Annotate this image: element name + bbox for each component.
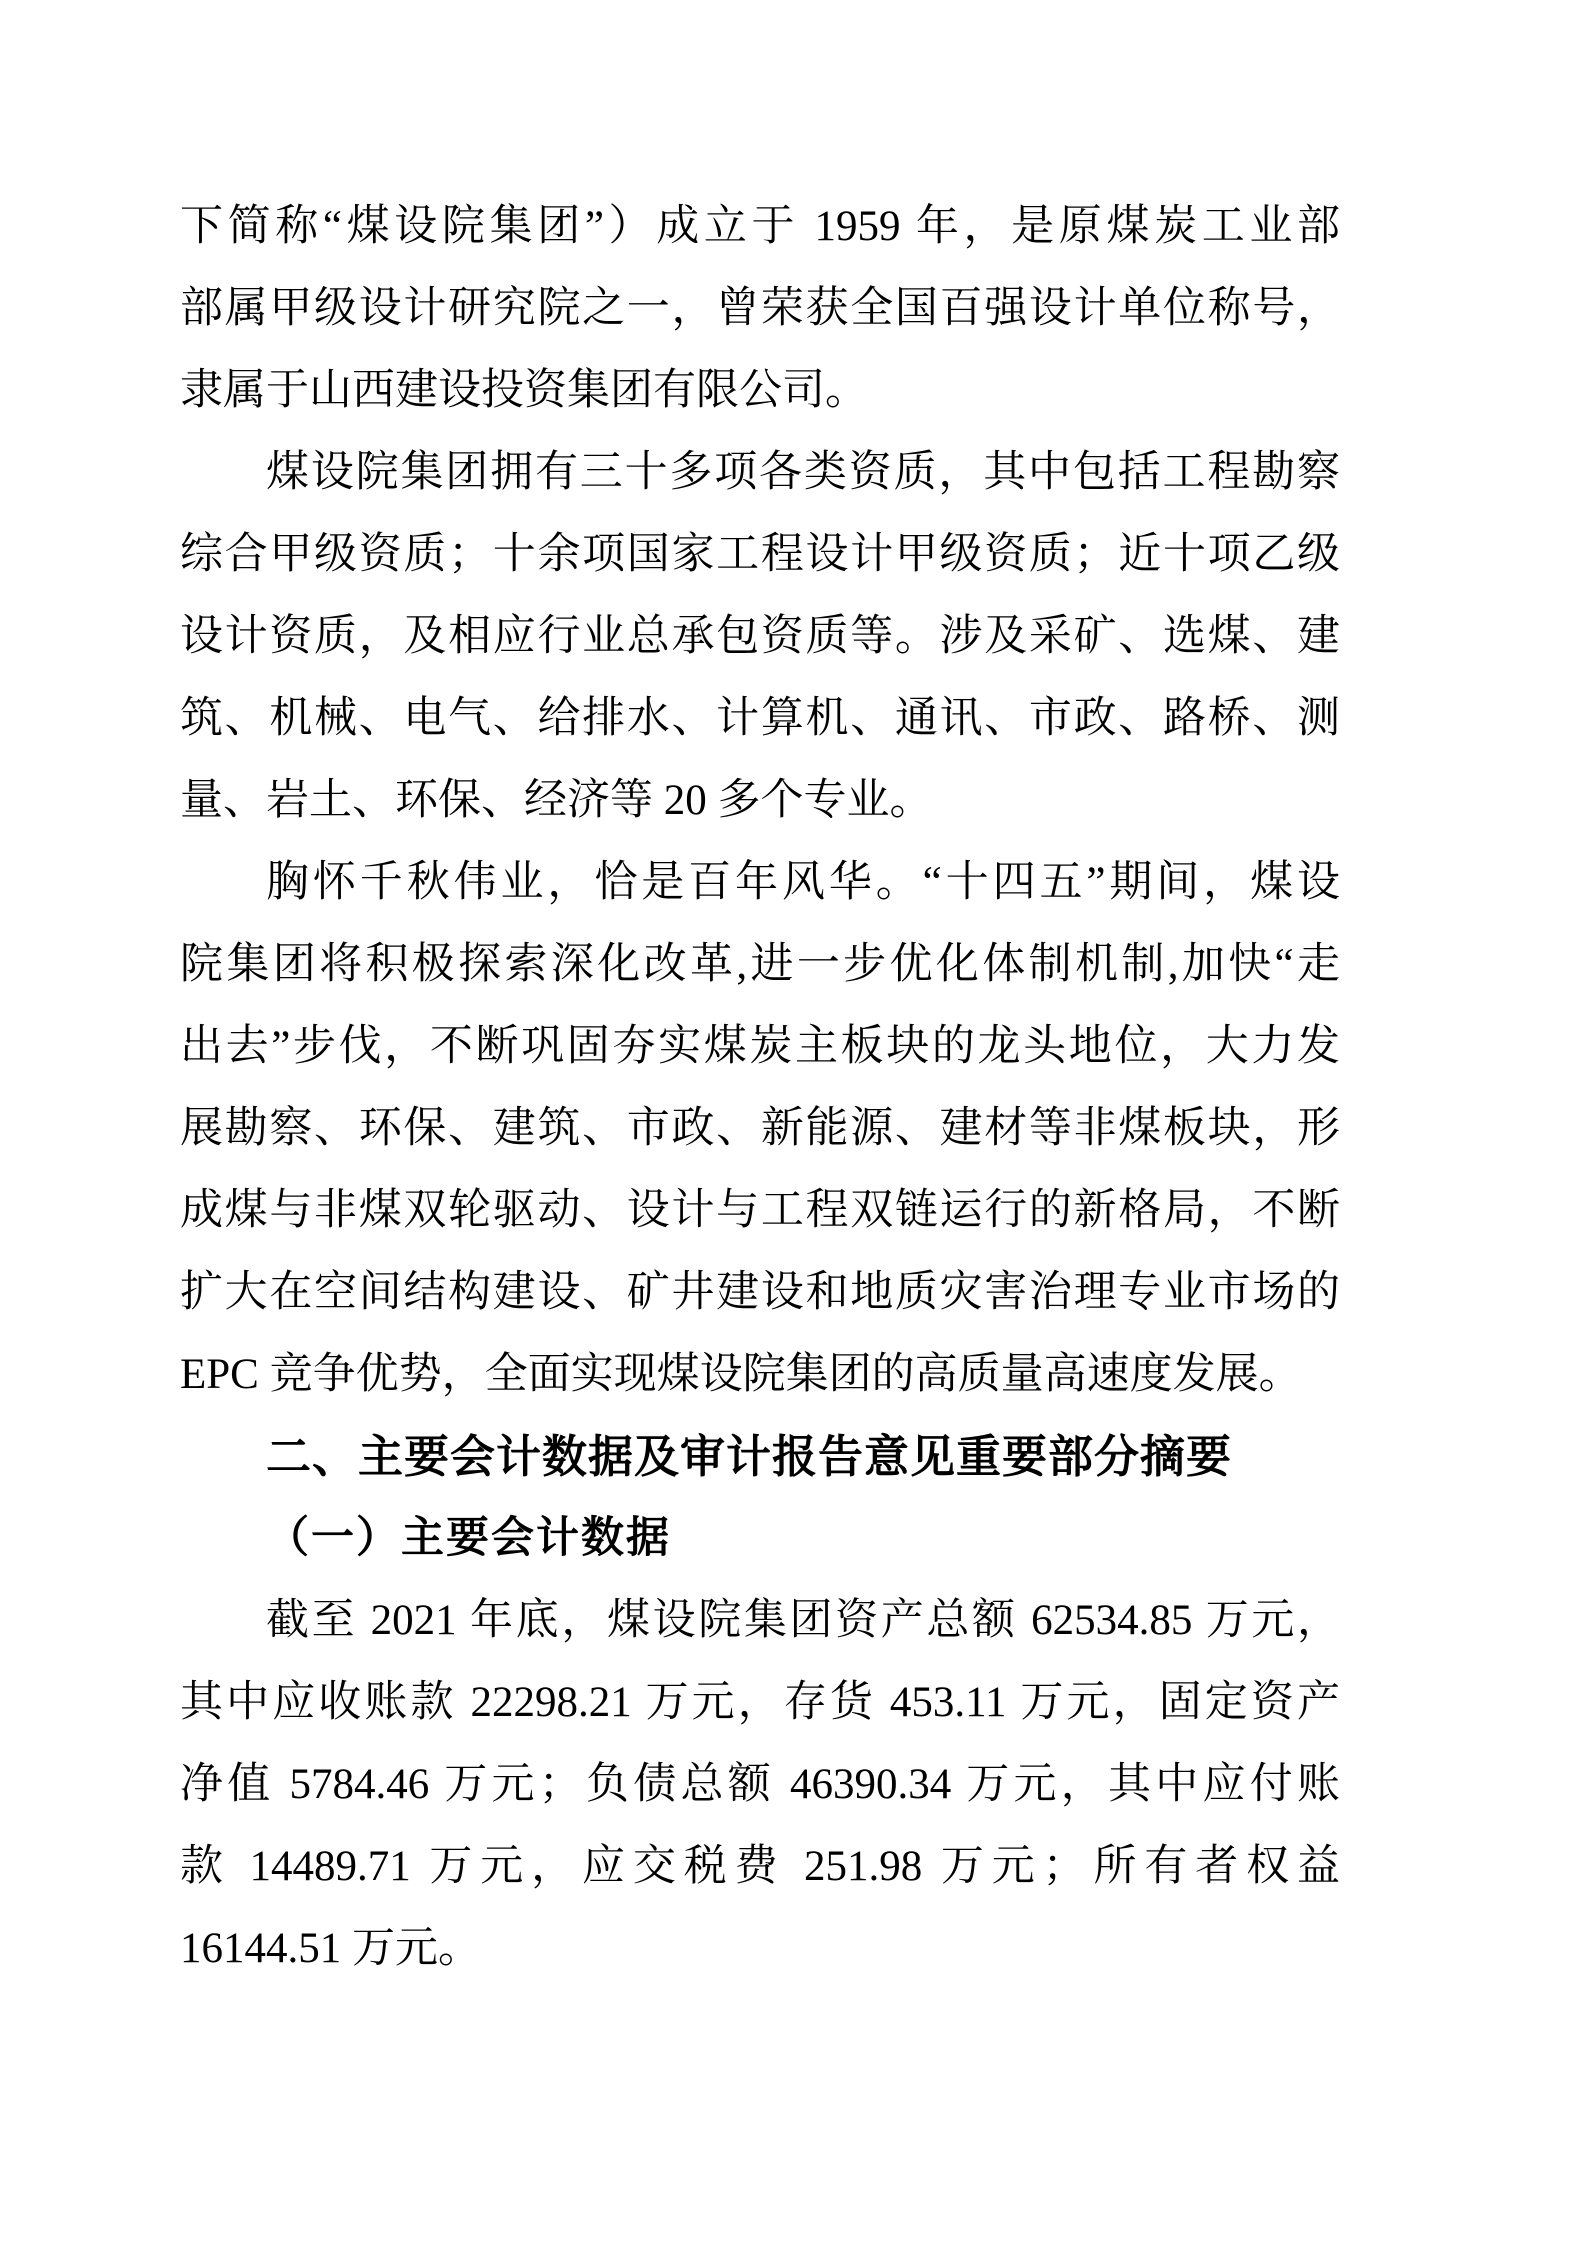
section-heading: 二、主要会计数据及审计报告意见重要部分摘要 [266, 1431, 1233, 1482]
text-line: 下简称“煤设院集团”）成立于 1959 年，是原煤炭工业部 [180, 203, 1340, 250]
text-line: 款 14489.71 万元，应交税费 251.98 万元；所有者权益 [180, 1843, 1340, 1890]
text-line: 院集团将积极探索深化改革,进一步优化体制机制,加快“走 [180, 941, 1340, 988]
paragraph [180, 1580, 1340, 1990]
text-line: 设计资质，及相应行业总承包资质等。涉及采矿、选煤、建 [180, 613, 1340, 660]
text-line: 截至 2021 年底，煤设院集团资产总额 62534.85 万元， [266, 1597, 1340, 1644]
text-line: 成煤与非煤双轮驱动、设计与工程双链运行的新格局，不断 [180, 1187, 1340, 1234]
text-line: 煤设院集团拥有三十多项各类资质，其中包括工程勘察 [266, 449, 1340, 496]
paragraph [180, 186, 1340, 432]
text-line: 量、岩土、环保、经济等 20 多个专业。 [180, 777, 933, 824]
text-line: 16144.51 万元。 [180, 1925, 481, 1972]
text-line: 综合甲级资质；十余项国家工程设计甲级资质；近十项乙级 [180, 531, 1340, 578]
paragraph [180, 432, 1340, 842]
text-line: 筑、机械、电气、给排水、计算机、通讯、市政、路桥、测 [180, 695, 1340, 742]
text-line: 隶属于山西建设投资集团有限公司。 [180, 367, 868, 414]
text-line: 部属甲级设计研究院之一，曾荣获全国百强设计单位称号， [180, 285, 1340, 332]
text-line: 胸怀千秋伟业，恰是百年风华。“十四五”期间，煤设 [266, 859, 1340, 906]
text-line: 展勘察、环保、建筑、市政、新能源、建材等非煤板块，形 [180, 1105, 1340, 1152]
text-line: 净值 5784.46 万元；负债总额 46390.34 万元，其中应付账 [180, 1761, 1340, 1808]
text-line: 其中应收账款 22298.21 万元，存货 453.11 万元，固定资产 [180, 1679, 1340, 1726]
subsection-heading: （一）主要会计数据 [266, 1515, 671, 1562]
text-line: 扩大在空间结构建设、矿井建设和地质灾害治理专业市场的 [180, 1269, 1340, 1316]
paragraph [180, 842, 1340, 1416]
text-line: EPC 竞争优势，全面实现煤设院集团的高质量高速度发展。 [180, 1351, 1302, 1398]
document-content [180, 186, 1340, 1990]
text-line: 出去”步伐，不断巩固夯实煤炭主板块的龙头地位，大力发 [180, 1023, 1340, 1070]
